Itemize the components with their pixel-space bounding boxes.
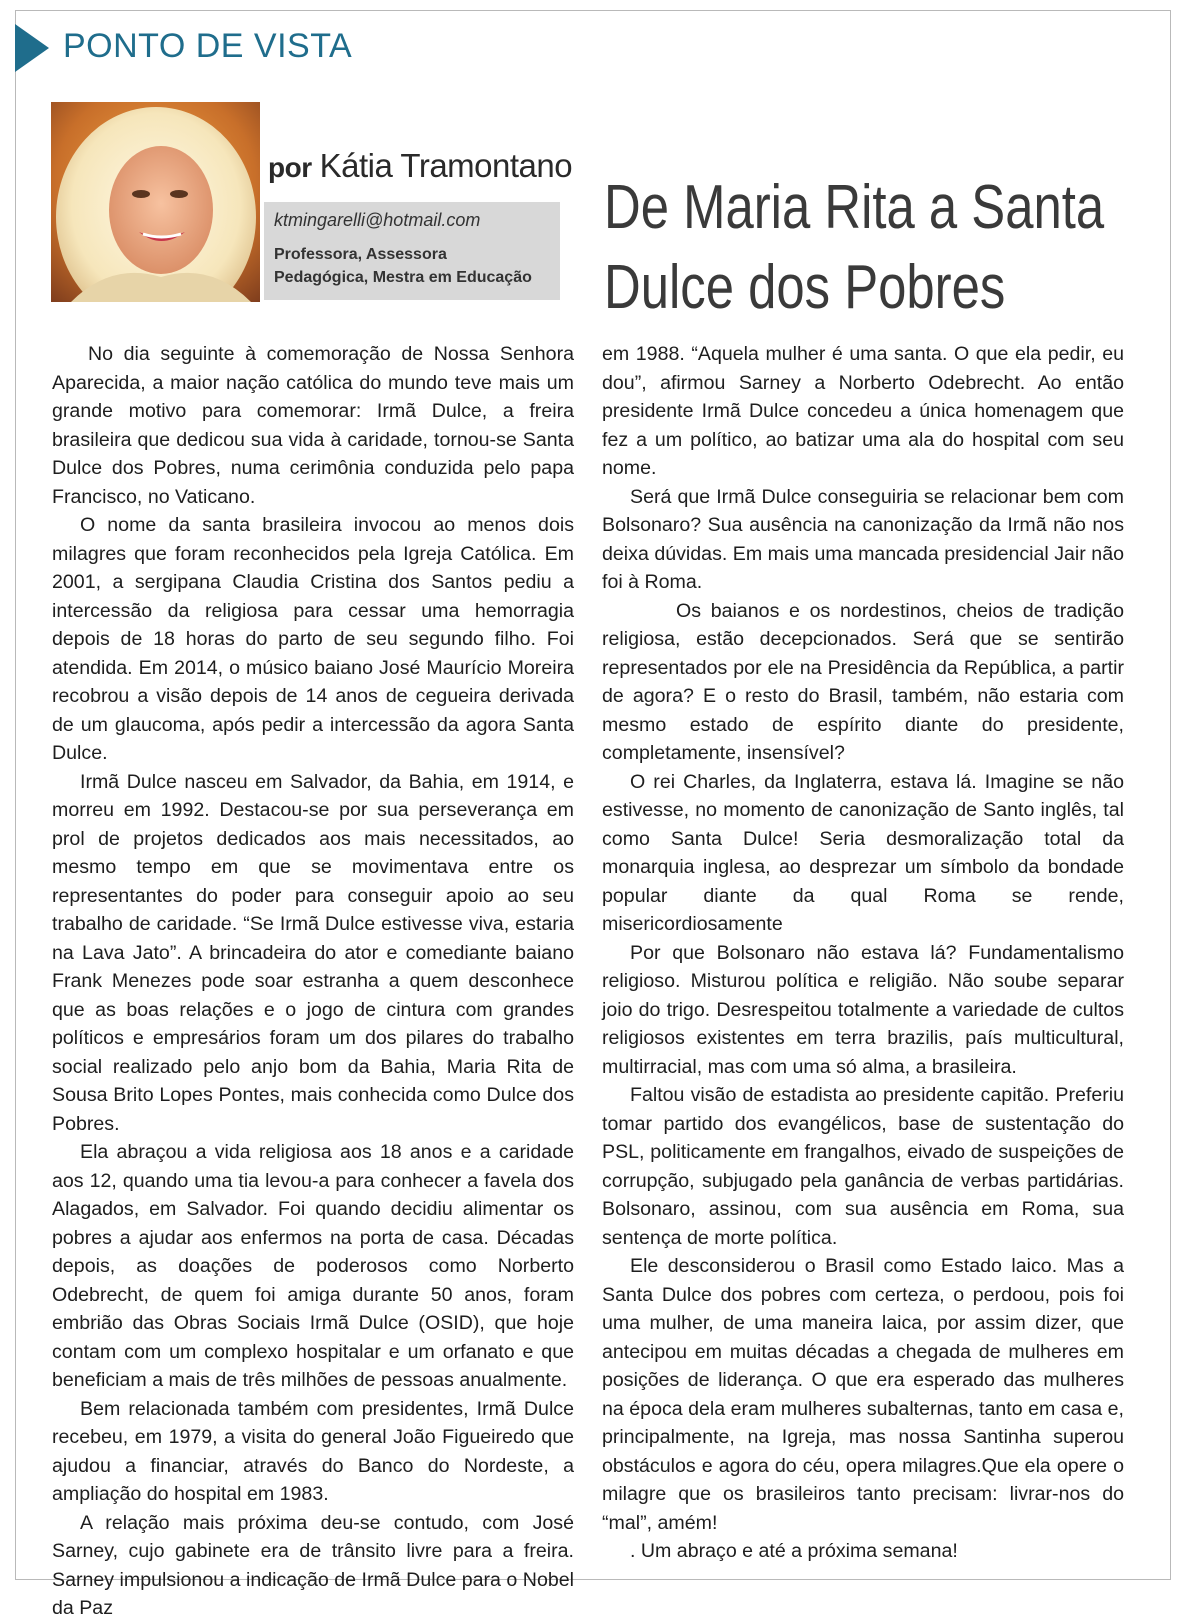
article-title-line1: De Maria Rita a Santa: [604, 173, 1105, 242]
article-title-line2: Dulce dos Pobres: [604, 253, 1006, 322]
article-column-left: [52, 340, 574, 1623]
paragraph: Ele desconsiderou o Brasil como Estado laico. Mas a Santa Dulce dos pobres com certeza, o perdoou, pois foi uma mulher, de uma maneira laica, por assim dizer, que antecipou em muitas décadas a chegada de mulheres em posições de liderança. O que era esperado das mulheres na época dela eram mulheres subalternas, tanto em casa e, principalmente, na Igreja, mas nossa Santinha superou obstáculos e agora do céu, opera milagres.Que ela opere o milagre que os brasileiros tanto precisam: livrar-nos do “mal”, amém!: [602, 1255, 1124, 1534]
author-name: Kátia Tramontano: [319, 147, 573, 184]
paragraph: Faltou visão de estadista ao presidente capitão. Preferiu tomar partido dos evangélicos, base de sustentação do PSL, politicamente em frangalhos, eivado de suspeições de corrupção, subjugado pela ganância de verbas partidárias. Bolsonaro, assinou, com sua ausência em Roma, sua sentença de morte política.: [602, 1084, 1124, 1249]
paragraph: O rei Charles, da Inglaterra, estava lá. Imagine se não estivesse, no momento de canonização de Santo inglês, tal como Santa Dulce! Seria desmoralização total da monarquia inglesa, ao desprezar um símbolo da bondade popular diante da qual Roma se rende, misericordiosamente: [602, 770, 1124, 935]
paragraph: O nome da santa brasileira invocou ao menos dois milagres que foram reconhecidos pela Igreja Católica. Em 2001, a sergipana Claudia Cristina dos Santos pediu a intercessão da religiosa para cessar uma hemorragia depois de 18 horas do parto de seu segundo filho. Foi atendida. Em 2014, o músico baiano José Maurício Moreira recobrou a visão depois de 14 anos de cegueira derivada de um glaucoma, após pedir a intercessão da agora Santa Dulce.: [52, 514, 574, 764]
paragraph: Irmã Dulce nasceu em Salvador, da Bahia, em 1914, e morreu em 1992. Destacou-se por sua perseverança em prol de projetos dedicados aos mais necessitados, ao mesmo tempo em que se movimentava entre os representantes do poder para conseguir apoio ao seu trabalho de caridade. “Se Irmã Dulce estivesse viva, estaria na Lava Jato”. A brincadeira do ator e comediante baiano Frank Menezes pode soar estranha a quem desconhece que as boas relações e o jogo de cintura com grandes políticos e empresários foram um dos pilares do trabalho social realizado pelo anjo bom da Bahia, Maria Rita de Sousa Brito Lopes Pontes, mais conhecida como Dulce dos Pobres.: [52, 770, 574, 1135]
paragraph: Bem relacionada também com presidentes, Irmã Dulce recebeu, em 1979, a visita do general João Figueiredo que ajudou a financiar, através do Banco do Nordeste, a ampliação do hospital em 1983.: [52, 1397, 574, 1505]
author-role-line2: Pedagógica, Mestra em Educação: [274, 269, 532, 286]
article-title: [604, 168, 1105, 328]
section-arrow-icon: [15, 24, 49, 72]
paragraph: Os baianos e os nordestinos, cheios de tradição religiosa, estão decepcionados. Será que se sentirão representados por ele na Presidência da República, a partir de agora? E o resto do Brasil, também, não estaria com mesmo estado de espírito diante do presidente, completamente, insensível?: [602, 599, 1124, 764]
author-email: ktmingarelli@hotmail.com: [274, 210, 481, 230]
author-byline: [268, 147, 572, 185]
section-title: PONTO DE VISTA: [63, 27, 353, 65]
paragraph: Será que Irmã Dulce conseguiria se relacionar bem com Bolsonaro? Sua ausência na canonização da Irmã não nos deixa dúvidas. Em mais uma mancada presidencial Jair não foi à Roma.: [602, 485, 1124, 593]
paragraph: No dia seguinte à comemoração de Nossa Senhora Aparecida, a maior nação católica do mundo teve mais um grande motivo para comemorar: Irmã Dulce, a freira brasileira que dedicou sua vida à caridade, tornou-se Santa Dulce dos Pobres, numa cerimônia conduzida pelo papa Francisco, no Vaticano.: [52, 343, 574, 508]
paragraph: Ela abraçou a vida religiosa aos 18 anos e a caridade aos 12, quando uma tia levou-a para conhecer a favela dos Alagados, em Salvador. Foi quando decidiu alimentar os pobres a ajudar aos enfermos na porta de casa. Décadas depois, as doações de poderosos como Norberto Odebrecht, de quem foi amiga durante 50 anos, foram embrião das Obras Sociais Irmã Dulce (OSID), que hoje contam com um complexo hospitalar e um orfanato e que beneficiam a mais de três milhões de pessoas anualmente.: [52, 1141, 574, 1391]
paragraph: . Um abraço e até a próxima semana!: [630, 1540, 958, 1562]
author-prefix: por: [268, 152, 312, 183]
author-info-box: [264, 202, 560, 300]
paragraph: A relação mais próxima deu-se contudo, com José Sarney, cujo gabinete era de trânsito livre para a freira. Sarney impulsionou a indicação de Irmã Dulce para o Nobel da Paz: [52, 1511, 574, 1619]
author-photo: [51, 102, 260, 302]
paragraph: Por que Bolsonaro não estava lá? Fundamentalismo religioso. Misturou política e religião. Não soube separar joio do trigo. Desrespeitou totalmente a variedade de cultos religiosos existentes em terra brazilis, país multicultural, multirracial, mas com uma só alma, a brasileira.: [602, 941, 1124, 1078]
author-role-line1: Professora, Assessora: [274, 246, 447, 263]
article-column-right: [602, 340, 1124, 1566]
paragraph: em 1988. “Aquela mulher é uma santa. O que ela pedir, eu dou”, afirmou Sarney a Norberto Odebrecht. Ao então presidente Irmã Dulce concedeu a única homenagem que fez a um político, ao batizar uma ala do hospital com seu nome.: [602, 343, 1124, 479]
